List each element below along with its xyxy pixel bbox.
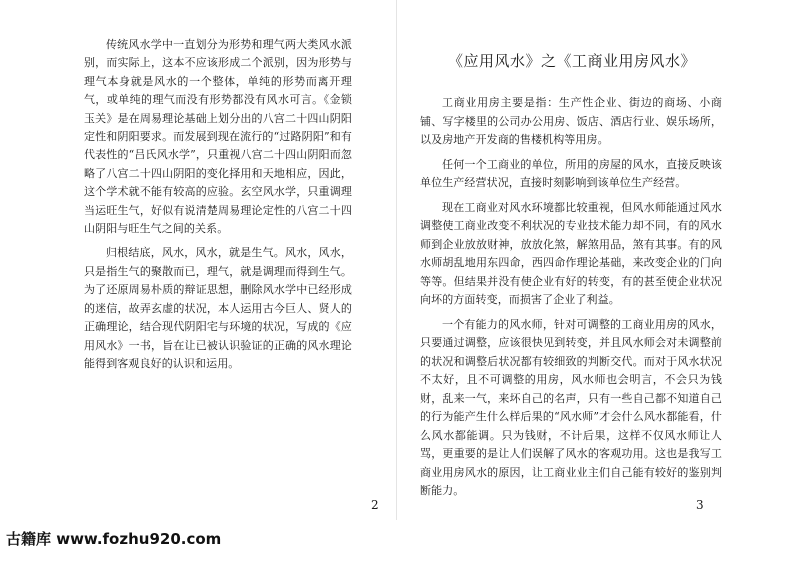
- right-page: [397, 0, 793, 520]
- page-number-left: 2: [371, 498, 379, 512]
- page-number-right: 3: [696, 498, 704, 512]
- right-paragraph-2: 任何一个工商业的单位，所用的房屋的风水，直接反映该单位生产经营状况，直接时刻影响到该单位生产经营。: [420, 157, 722, 189]
- left-page-body: [84, 36, 352, 373]
- chapter-title: 《应用风水》之《工商业用房风水》: [447, 52, 696, 70]
- left-paragraph-2: 归根结底，风水，风水，就是生气。风水，风水，只是指生气的聚散而已，理气，就是调理而得到生气。为了还原周易朴质的辩证思想，删除风水学中已经形成的迷信，故弄玄虚的状况，本人运用古今巨人、贤人的正确理论，结合现代阴阳宅与环境的状况，写成的《应用风水》一书，旨在让已被认识验证的正确的风水理论能得到客观良好的认识和运用。: [84, 246, 352, 370]
- right-page-body: [420, 94, 722, 501]
- right-paragraph-4: 一个有能力的风水师，针对可调整的工商业用房的风水，只要通过调整，应该很快见到转变，并且风水师会对未调整前的状况和调整后状况都有较细致的判断交代。而对于风水状况不太好，且不可调整的用房，风水师也会明言，不会只为钱财，乱来一气，来坏自己的名声，只有一些自己都不知道自己的行为能产生什么样后果的“风水师”才会什么风水都能看，什么风水都能调。只为钱财，不计后果，这样不仅风水师让人骂，更重要的是让人们误解了风水的客观功用。这也是我写工商业用房风水的原因，让工商业业主们自己能有较好的鉴别判断能力。: [420, 317, 722, 497]
- left-page: [0, 0, 396, 520]
- right-paragraph-3: 现在工商业对风水环境都比较重视，但风水师能通过风水调整使工商业改变不利状况的专业技术能力却不同，有的风水师到企业放放财神，放放化煞，解煞用品，煞有其事。有的风水师胡乱地用东四命，西四命作理论基础，来改变企业的门向等等。但结果并没有使企业有好的转变，有的甚至使企业状况向坏的方面转变，而损害了企业了利益。: [420, 200, 722, 306]
- right-paragraph-1: 工商业用房主要是指：生产性企业、街边的商场、小商铺、写字楼里的公司办公用房、饭店、酒店行业、娱乐场所，以及房地产开发商的售楼机构等用房。: [420, 96, 722, 146]
- left-paragraph-1: 传统风水学中一直划分为形势和理气两大类风水派别，而实际上，这本不应该形成二个派别，因为形势与理气本身就是风水的一个整体，单纯的形势而离开理气，或单纯的理气而没有形势都没有风水可言。《金锁玉关》是在周易理论基础上划分出的八宫二十四山阴阳定性和阴阳要求。而发展到现在流行的“过路阴阳”和有代表性的“吕氏风水学”，只重视八宫二十四山阴阳而忽略了八宫二十四山阴阳的变化择用和天地相应，因此，这个学术就不能有较高的应验。玄空风水学，只重调理当运旺生气，好似有说清楚周易理论定性的八宫二十四山阴阳与旺生气之间的关系。: [84, 38, 352, 236]
- site-watermark: 古籍库 www.fozhu920.com: [6, 530, 222, 548]
